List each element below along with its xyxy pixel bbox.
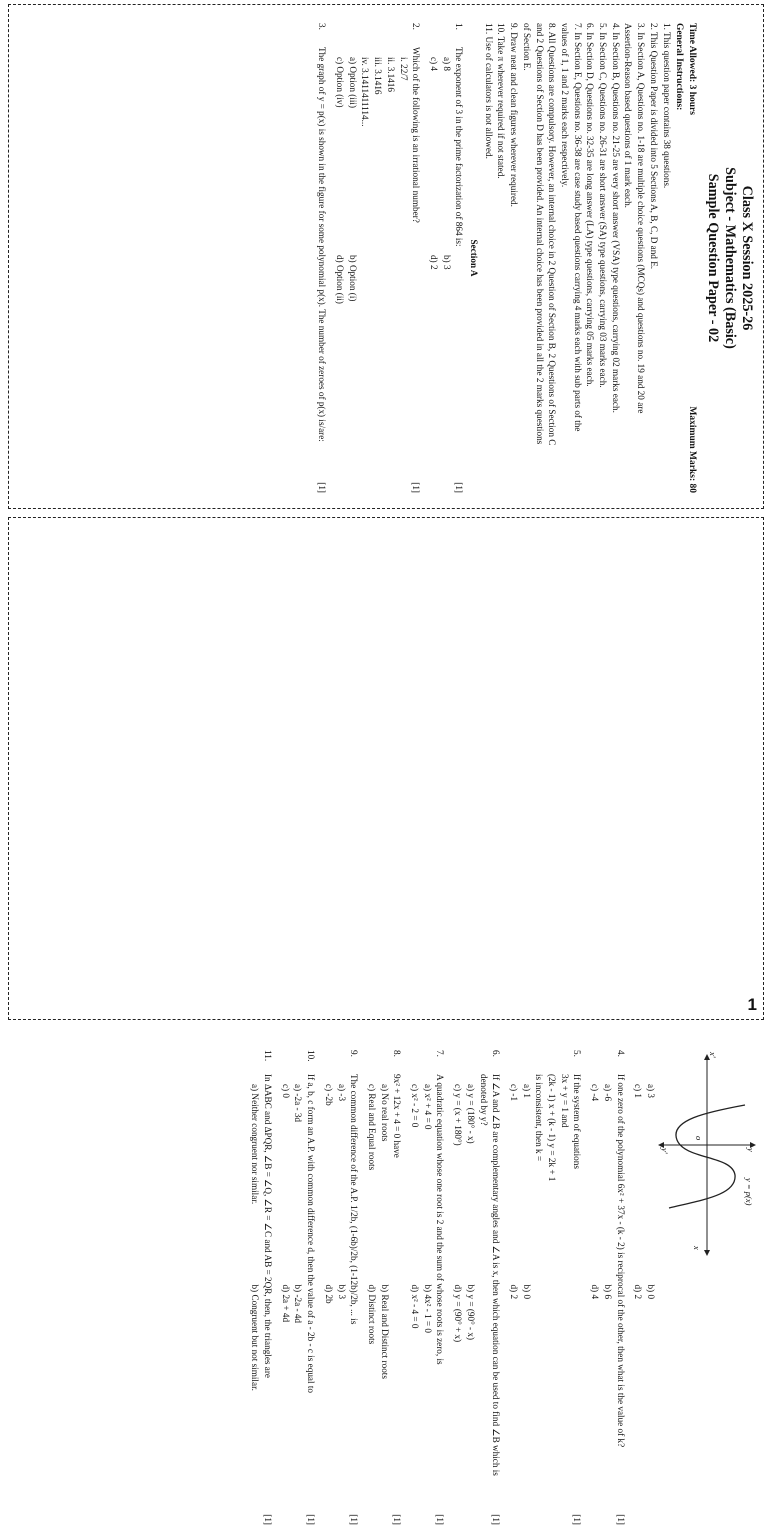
question-number: 9.	[349, 1050, 360, 1057]
question-8	[391, 1050, 404, 1525]
option: d) 2a + 4d	[280, 1284, 291, 1323]
instruction-item: 2. This Question Paper is divided into 5 Sections A, B, C, D and E.	[648, 23, 659, 270]
option: c) 4	[428, 57, 439, 72]
list-item: i. 22/7	[398, 57, 409, 81]
page-panel-top	[8, 4, 764, 509]
option: b) y = (90° - x)	[465, 1284, 476, 1341]
curve-label: y = p(x)	[744, 1178, 754, 1206]
option: c) -2b	[323, 1084, 334, 1106]
question-marks: [1]	[349, 1514, 360, 1525]
question-5	[533, 1050, 584, 1525]
question-number: 1.	[454, 23, 465, 30]
question-1	[453, 23, 466, 493]
x-neg-label: x'	[708, 1052, 718, 1058]
option: b) -2a - 4d	[293, 1284, 304, 1324]
question-text: In ΔABC and ΔPQR, ∠B = ∠Q, ∠R = ∠C and AB = 2QR, then, the triangles are	[263, 1074, 274, 1379]
question-8-options	[365, 1050, 390, 1525]
option: d) 2	[428, 255, 439, 270]
option: d) y = (90° + x)	[453, 1284, 464, 1343]
question-text: A quadratic equation whose one root is 2 and the sum of whose roots is zero, is	[435, 1074, 446, 1365]
option: a) -2a - 3d	[293, 1084, 304, 1123]
option: d) 2	[633, 1284, 644, 1300]
question-4	[614, 1050, 627, 1525]
option: c) 1	[633, 1084, 644, 1099]
question-text: The graph of y = p(x) is shown in the figure for some polynomial p(x). The number of zeroes of p(x) is/are:	[317, 47, 328, 442]
instruction-item: 8. All Questions are compulsory. However, an internal choice in 2 Question of Section B, 2 Questions of Section C	[547, 23, 558, 446]
question-11	[261, 1050, 274, 1525]
option: c) x² - 2 = 0	[410, 1084, 421, 1128]
instruction-item: of Section E.	[521, 23, 532, 71]
question-number: 4.	[615, 1050, 626, 1057]
question-3-options	[632, 1050, 657, 1525]
question-text-line: is inconsistent, then k =	[534, 1074, 545, 1162]
question-10-options	[279, 1050, 304, 1525]
option: d) Option (ii)	[335, 255, 346, 304]
page-content-bottom	[45, 1050, 757, 1525]
question-9	[348, 1050, 361, 1525]
instruction-item: 3. In Section A, Questions no. 1-18 are multiple choice questions (MCQs) and questions no. 19 and 20 are	[636, 23, 647, 414]
question-number: 2.	[411, 23, 422, 30]
option: a) x² + 4 = 0	[422, 1084, 433, 1130]
instruction-item: 6. In Section D, Questions no. 32-35 are long answer (LA) type questions, carrying 05 marks each.	[585, 23, 596, 387]
question-text: The exponent of 3 in the prime factorization of 864 is:	[454, 47, 465, 247]
question-3	[316, 23, 329, 493]
question-marks: [1]	[435, 1514, 446, 1525]
section-a-heading: Section A	[469, 239, 480, 277]
option: d) 4	[590, 1284, 601, 1300]
question-number: 11.	[263, 1050, 274, 1062]
option: a) -3	[336, 1084, 347, 1102]
option: a) y = (180° - x)	[465, 1084, 476, 1144]
question-text: If one zero of the polynomial 6x² + 37x - (k - 2) is reciprocal of the other, then what is the value of k?	[615, 1074, 626, 1448]
instruction-item: 4. In Section B, Questions no. 21-25 are very short answer (VSA) type questions, carrying 02 marks each.	[610, 23, 621, 413]
question-marks: [1]	[454, 482, 465, 493]
time-allowed: Time Allowed: 3 hours	[687, 23, 697, 115]
option: b) 4x² - 1 = 0	[422, 1284, 433, 1334]
question-2-list	[359, 23, 410, 493]
instruction-item: values of 1, 1 and 2 marks each respectively.	[559, 23, 570, 188]
option: c) 0	[280, 1084, 291, 1099]
option: a) 1	[521, 1084, 532, 1099]
option: c) -1	[508, 1084, 519, 1102]
option: b) Congruent but not similar.	[250, 1284, 261, 1391]
question-text-line: (2k - 1) x + (k - 1) y = 2k + 1	[547, 1074, 558, 1182]
option: a) No real roots	[379, 1084, 390, 1142]
question-5-options	[507, 1050, 532, 1525]
instruction-item: 10. Take π wherever required if not stated.	[496, 23, 507, 179]
option: b) 3	[336, 1284, 347, 1300]
option: c) Option (iv)	[335, 57, 346, 108]
maximum-marks: Maximum Marks: 80	[687, 406, 697, 493]
option: b) 0	[521, 1284, 532, 1300]
x-axis-label: x	[692, 1246, 702, 1250]
option: c) -4	[590, 1084, 601, 1102]
question-marks: [1]	[392, 1514, 403, 1525]
title-class: Class X Session 2025-26	[739, 185, 755, 331]
question-text-line: If the system of equations	[572, 1074, 583, 1169]
question-marks: [1]	[263, 1514, 274, 1525]
option: b) 6	[602, 1284, 613, 1300]
question-number: 3.	[317, 23, 328, 30]
option: a) 3	[646, 1084, 656, 1099]
question-7	[434, 1050, 447, 1525]
option: a) Option (iii)	[347, 57, 358, 109]
option: b) 3	[441, 255, 452, 270]
option: d) x² - 4 = 0	[410, 1284, 421, 1329]
instruction-item: 5. In Section C, Questions no. 26-31 are short answer (SA) type questions, carrying 03 marks each.	[598, 23, 609, 388]
option: d) 2b	[323, 1284, 334, 1304]
question-marks: [1]	[317, 482, 328, 493]
question-2	[410, 23, 423, 493]
option: a) Neither congruent nor similar.	[250, 1084, 261, 1205]
option: c) y = (x + 180°)	[453, 1084, 464, 1146]
question-text-line: 3x + y = 1 and	[559, 1074, 570, 1128]
instruction-item: 1. This question paper contains 38 questions.	[661, 23, 672, 189]
question-marks: [1]	[411, 482, 422, 493]
title-subject: Subject - Mathematics (Basic)	[722, 167, 738, 349]
instructions-list	[482, 23, 673, 493]
option: c) Real and Equal roots	[366, 1084, 377, 1171]
instruction-item: Assertion-Reason based questions of 1 mark each.	[623, 23, 634, 208]
graph-svg	[657, 1050, 757, 1260]
option: a) -6	[602, 1084, 613, 1102]
question-text: If ∠A and ∠B are complementary angles and ∠A is x, then which equation can be used to find ∠B which is denoted by y?	[478, 1074, 502, 1476]
question-number: 8.	[392, 1050, 403, 1057]
instruction-item: 9. Draw neat and clean figures wherever required.	[509, 23, 520, 207]
question-number: 7.	[435, 1050, 446, 1057]
question-text: If a, b, c form an A.P. with common difference d, then the value of a - 2b - c is equal to	[306, 1074, 317, 1393]
y-axis-label: y	[746, 1148, 756, 1152]
instruction-item: 11. Use of calculators is not allowed.	[483, 23, 494, 159]
question-6	[477, 1050, 502, 1525]
option: d) 2	[508, 1284, 519, 1300]
polynomial-graph	[657, 1050, 757, 1260]
question-text	[533, 1074, 584, 1499]
instruction-item: and 2 Questions of Section D has been provided. An internal choice has been provided in all the 2 marks questions	[534, 23, 545, 445]
meta-row	[685, 23, 698, 493]
question-11-options	[249, 1050, 262, 1525]
page-content-top	[43, 23, 755, 493]
general-instructions-heading: General Instructions:	[674, 23, 685, 111]
question-number: 6.	[491, 1050, 502, 1057]
question-6-options	[451, 1050, 476, 1525]
question-text: The common difference of the A.P. 1/2b, (1-6b)/2b, (1-12b)/2b, ... is	[349, 1074, 360, 1325]
origin-label: o	[694, 1136, 704, 1141]
question-10	[304, 1050, 317, 1525]
list-item: iii. 3.1416	[373, 57, 384, 95]
option: b) Option (i)	[347, 255, 358, 302]
question-marks: [1]	[491, 1514, 502, 1525]
list-item: ii. 3.1416	[385, 57, 396, 92]
instruction-item: 7. In Section E, Questions no. 36-38 are case study based questions carrying 4 marks each with sub parts of the	[572, 23, 583, 432]
question-number: 10.	[306, 1050, 317, 1062]
question-1-options	[427, 23, 452, 493]
y-neg-label: y'	[660, 1148, 670, 1154]
question-marks: [1]	[306, 1514, 317, 1525]
title-paper: Sample Question Paper - 02	[705, 173, 721, 343]
x-axis-arrow	[704, 1250, 710, 1256]
question-4-options	[588, 1050, 613, 1525]
page-panel-bottom	[8, 517, 764, 1525]
question-9-options	[322, 1050, 347, 1525]
question-number: 5.	[572, 1050, 583, 1057]
question-2-options	[333, 23, 358, 493]
option: b) 0	[646, 1284, 656, 1300]
question-text: Which of the following is an irrational number?	[411, 47, 422, 223]
page-number: 1	[747, 995, 757, 1014]
question-7-options	[408, 1050, 433, 1525]
option: b) Real and Distinct roots	[379, 1284, 390, 1379]
option: d) Distinct roots	[366, 1284, 377, 1345]
question-text: 9x² + 12x + 4 = 0 have	[392, 1074, 403, 1158]
list-item: iv. 3.1411411114...	[360, 57, 371, 127]
question-marks: [1]	[572, 1514, 583, 1525]
option: a) 8	[441, 57, 452, 72]
question-marks: [1]	[615, 1514, 626, 1525]
